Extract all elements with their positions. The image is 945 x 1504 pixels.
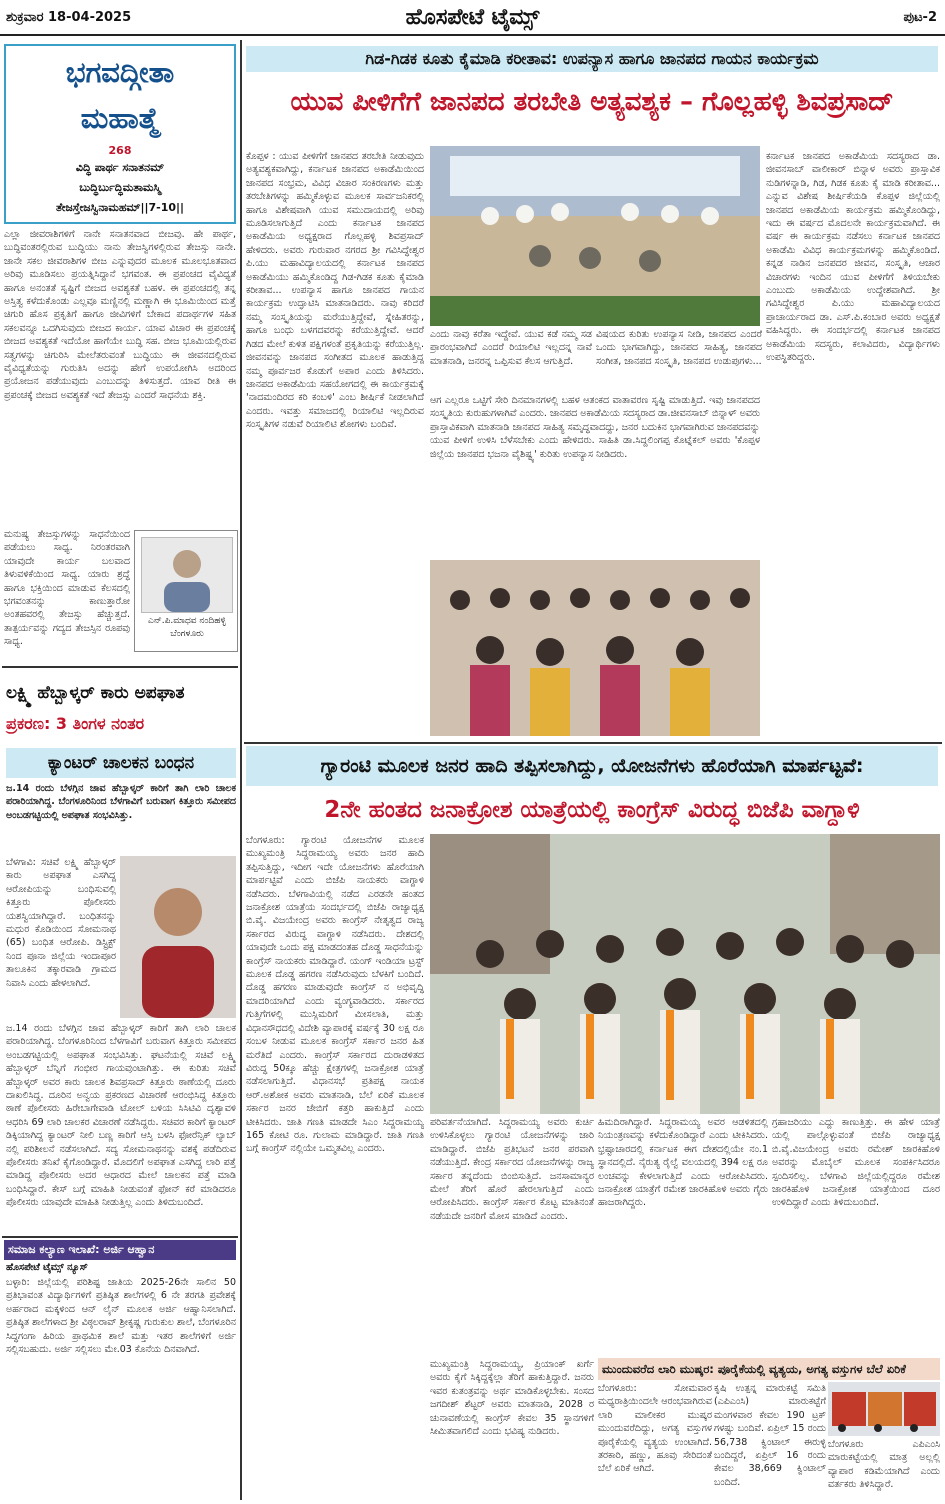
samaja-headline: ಸಮಾಜ ಕಲ್ಯಾಣ ಇಲಾಖೆ: ಅರ್ಜಿ ಆಹ್ವಾನ	[4, 1240, 236, 1260]
author-photo	[141, 537, 233, 613]
truck-icon	[828, 1382, 940, 1436]
strike-body-col1: ಬೆಂಗಳೂರು: ಸೋಮವಾರ ಮಧ್ಯರಾತ್ರಿಯಿಂದಲೇ ಆರಂಭವಾಗಿರುವ ಲಾರಿ ಮಾಲೀಕರ ಮುಷ್ಕರ ಮುಂದುವರೆದಿದ್ದು, ಅಗತ್ಯ ವಸ್ತುಗಳ ಪೂರೈಕೆಯಲ್ಲಿ ವ್ಯತ್ಯಯ ಉಂಟಾಗಿದೆ. ತರಕಾರಿ, ಹಣ್ಣು, ಹೂವು ಸೇರಿದಂತೆ ಬೆಲೆ ಏರಿಕೆ ಆಗಿದೆ.	[598, 1383, 712, 1475]
gita-box	[4, 44, 236, 224]
yatra-body-col1: ಬೆಂಗಳೂರು: ಗ್ಯಾರಂಟಿ ಯೋಜನೆಗಳ ಮೂಲಕ ಮುಖ್ಯಮಂತ್ರಿ ಸಿದ್ದರಾಮಯ್ಯ ಅವರು ಜನರ ಹಾದಿ ತಪ್ಪಿಸುತ್ತಿದ್ದು, ಇದೀಗ ಇದೇ ಯೋಜನೆಗಳು ಹೊರೆಯಾಗಿ ಮಾರ್ಪಟ್ಟಿವೆ ಎಂದು ಬಿಜೆಪಿ ನಾಯಕರು ವಾಗ್ದಾಳಿ ನಡೆಸಿದರು. ಬೆಳಗಾವಿಯಲ್ಲಿ ನಡೆದ ಎರಡನೇ ಹಂತದ ಜನಾಕ್ರೋಶ ಯಾತ್ರೆಯ ಸಂದರ್ಭದಲ್ಲಿ ಬಿಜೆಪಿ ರಾಜ್ಯಾಧ್ಯಕ್ಷ ಬಿ.ವೈ. ವಿಜಯೇಂದ್ರ ಅವರು ಕಾಂಗ್ರೆಸ್ ನೇತೃತ್ವದ ರಾಜ್ಯ ಸರ್ಕಾರದ ವಿರುದ್ಧ ವಾಗ್ದಾಳಿ ನಡೆಸಿದರು. ದೇಶದಲ್ಲಿ ಯಾವುದೇ ಒಂದು ಪಕ್ಷ ಮಾಡದಂತಹ ದೊಡ್ಡ ಸಾಧನೆಯನ್ನು ಕಾಂಗ್ರೆಸ್ ನಾಯಕರು ಮಾಡಿದ್ದಾರೆ. ಯಂಗ್ ಇಂಡಿಯಾ ಟ್ರಸ್ಟ್ ಮೂಲಕ ದೊಡ್ಡ ಹಗರಣ ನಡೆಸಿರುವುದು ಬೆಳಕಿಗೆ ಬಂದಿದೆ. ದೊಡ್ಡ ಹಗರಣ ಮಾಡುವುದೇ ಕಾಂಗ್ರೆಸ್ ನ ಅಭಿವೃದ್ಧಿ ಮಾದರಿಯಾಗಿದೆ ಎಂದು ವ್ಯಂಗ್ಯವಾಡಿದರು. ಸರ್ಕಾರದ ಗುತ್ತಿಗೆಗಳಲ್ಲಿ ಮುಸ್ಲಿಮರಿಗೆ ಮೀಸಲಾತಿ, ಮತ್ತು ವಿಧಾನಸೌಧದಲ್ಲಿ ವಿದೇಶಿ ವ್ಯಾಪಾರಕ್ಕೆ ವರ್ಷಕ್ಕೆ 30 ಲಕ್ಷ ರೂ ಸಂಬಳ ನೀಡುವ ಮೂಲಕ ಕಾಂಗ್ರೆಸ್ ಸರ್ಕಾರ ಜನರ ಹಿತ ಮರೆತಿದೆ ಎಂದರು. ಕಾಂಗ್ರೆಸ್ ಸರ್ಕಾರದ ದುರಾಡಳಿತದ ವಿರುದ್ಧ 50ಕ್ಕೂ ಹೆಚ್ಚು ಕ್ಷೇತ್ರಗಳಲ್ಲಿ ಜನಾಕ್ರೋಶ ಯಾತ್ರೆ ನಡೆಸಲಾಗುತ್ತಿದೆ. ವಿಧಾನಸಭೆ ಪ್ರತಿಪಕ್ಷ ನಾಯಕ ಆರ್.ಅಶೋಕ ಅವರು ಮಾತನಾಡಿ, ಬೆಲೆ ಏರಿಕೆ ಮೂಲಕ ಸರ್ಕಾರ ಜನರ ಜೇಬಿಗೆ ಕತ್ತರಿ ಹಾಕುತ್ತಿದೆ ಎಂದು ಟೀಕಿಸಿದರು. ಜಾತಿ ಗಣತಿ ಮಾಡದೇ ಸಿಎಂ ಸಿದ್ದರಾಮಯ್ಯ 165 ಕೋಟಿ ರೂ. ಗುಲಾಮ ಮಾಡಿದ್ದಾರೆ. ಜಾತಿ ಗಣತಿ ಬಗ್ಗೆ ಕಾಂಗ್ರೆಸ್ ನಲ್ಲಿಯೇ ಒಮ್ಮತವಿಲ್ಲ ಎಂದರು.	[246, 835, 424, 1155]
newspaper-title: ಹೊಸಪೇಟೆ ಟೈಮ್ಸ್	[405, 4, 540, 30]
yatra-photo	[430, 834, 940, 1114]
section-divider	[2, 1236, 238, 1238]
lakshmi-headline-2: ಪ್ರಕರಣ: 3 ತಿಂಗಳ ನಂತರ	[6, 714, 145, 733]
author-name: ಎನ್.ಪಿ.ಮಾಧವ ನಂದಿಹಳ್ಳಿ ಬೆಂಗಳೂರು	[148, 616, 226, 639]
folk-kicker: ಗಿಡ-ಗಿಡಕ ಕೂತು ಕೈಮಾಡಿ ಕರೀತಾವ: ಉಪನ್ಯಾಸ ಹಾಗೂ ಜಾನಪದ ಗಾಯನ ಕಾರ್ಯಕ್ರಮ	[246, 46, 938, 72]
yatra-body-col4: ಗ್ರಹಾಜರಿಯು ಎದ್ದು ಕಾಣುತ್ತಿತ್ತು. ಈ ಹೇಳ ಯಾತ್ರೆ ಯಲ್ಲಿ ಪಾಲ್ಗೊಳ್ಳುವಂತೆ ಬಿಜೆಪಿ ರಾಜ್ಯಾಧ್ಯಕ್ಷ ಬಿ.ವೈ.ವಿಜಯೇಂದ್ರ ಅವರು ರಮೇಶ್ ಜಾರಕಿಹೊಳಿ ಅವರನ್ನು ಮೊಬೈಲ್ ಮೂಲಕ ಸಂಪರ್ಕಿಸಿದರೂ ಸ್ಪಂದಿಸಲಿಲ್ಲ. ಬೆಳಗಾವಿ ಜಿಲ್ಲೆಯಲ್ಲಿದ್ದರೂ ರಮೇಶ ಜಾರಕಿಹೊಳಿ ಜನಾಕ್ರೋಶ ಯಾತ್ರೆಯಿಂದ ದೂರ ಉಳಿದಿದ್ದಾರೆ ಎಂದು ತಿಳಿದುಬಂದಿದೆ.	[772, 1117, 940, 1209]
yatra-body-col5: ಮುಖ್ಯಮಂತ್ರಿ ಸಿದ್ದರಾಮಯ್ಯ, ಪ್ರಿಯಾಂಕ್ ಖರ್ಗೆ ಅವರು ಕೈಗೆ ಸಿಕ್ಕಿದ್ದಕ್ಕೆಲ್ಲಾ ತೆರಿಗೆ ಹಾಕುತ್ತಿದ್ದಾರೆ. ಜನರು ಇವರ ಕುತಂತ್ರವನ್ನು ಅರ್ಥ ಮಾಡಿಕೊಳ್ಳಬೇಕು. ಸಂಸದ ಜಗದೀಶ್ ಶೆಟ್ಟರ್ ಅವರು ಮಾತನಾಡಿ, 2028 ರ ಚುನಾವಣೆಯಲ್ಲಿ ಕಾಂಗ್ರೆಸ್ ಕೇವಲ 35 ಸ್ಥಾನಗಳಿಗೆ ಸೀಮಿತವಾಗಲಿದೆ ಎಂದು ಭವಿಷ್ಯ ನುಡಿದರು.	[430, 1359, 594, 1438]
stage-photo-graphic	[430, 146, 760, 326]
folk-caption-1: ಎಂದು ನಾವು ಕರೆತಾ ಇದ್ದೇವೆ. ಯುವ ಕಡೆ ನಮ್ಮ ಸಡ ಪ್ರಾರಂಭವಾಗಿದೆ ಎಂದರೆ ರಿಯಾಲಿಟಿ ಇಲ್ಲದನ್ನ ನಾವೆ ಮಾತನಾಡಿ, ಜನರನ್ನ ಒಪ್ಪಿಸುವ ಕೆಲಸ ಆಗುತ್ತಿದೆ.	[430, 329, 592, 367]
column-divider	[240, 40, 242, 1500]
gita-verse-line2: ಬುದ್ಧಿರ್ಬುದ್ಧಿಮತಾಮಸ್ಮಿ	[79, 181, 161, 194]
lakshmi-photo	[120, 856, 236, 1018]
lakshmi-headline-1: ಲಕ್ಷ್ಮಿ ಹೆಬ್ಬಾಳ್ಕರ್ ಕಾರು ಅಪಘಾತ	[6, 683, 185, 703]
audience-photo-graphic	[430, 560, 760, 736]
folk-stage-photo	[430, 146, 760, 326]
strike-body-col3: ಬೆಂಗಳೂರು ಎಪಿಎಂಸಿ ಮಾರುಕಟ್ಟೆಯಲ್ಲಿ ಮಾತ್ರ ಅಲ್ಲಲ್ಲಿ ವ್ಯಾಪಾರ ಕಡಿಮೆಯಾಗಿದೆ ಎಂದು ವರ್ತಕರು ತಿಳಿಸಿದ್ದಾರೆ.	[828, 1439, 940, 1491]
samaja-byline: ಹೊಸಪೇಟೆ ಟೈಮ್ಸ್ ನ್ಯೂಸ್	[6, 1262, 88, 1273]
yatra-kicker: ಗ್ಯಾರಂಟಿ ಮೂಲಕ ಜನರ ಹಾದಿ ತಪ್ಪಿಸಲಾಗಿದ್ದು, ಯೋಜನೆಗಳು ಹೊರೆಯಾಗಿ ಮಾರ್ಪಟ್ಟವೆ:	[246, 746, 938, 786]
lakshmi-body-1: ಬೆಳಗಾವಿ: ಸಚಿವೆ ಲಕ್ಷ್ಮಿ ಹೆಬ್ಬಾಳ್ಕರ್ ಕಾರು ಅಪಘಾತ ಎಸಗಿದ್ದ ಆರೋಪಿಯನ್ನು ಬಂಧಿಸುವಲ್ಲಿ ಕಿತ್ತೂರು ಪೊಲೀಸರು ಯಶಸ್ವಿಯಾಗಿದ್ದಾರೆ. ಬಂಧಿತನನ್ನು ಮಧುರ ಕೊಡಿಯಿಂದ ಸೋಮನಾಥ (65) ಬಂಧಿತ ಆರೋಪಿ. ಡಿಸ್ಟ್ರಿಕ್ಟ್ ನಿಂದ ಪೂನಾ ಜಿಲ್ಲೆಯ ಇಂದಾಪೂರ ತಾಲೂಕಿನ ತಕ್ಕಾರವಾಡಿ ಗ್ರಾಮದ ನಿವಾಸಿ ಎಂದು ಹೇಳಲಾಗಿದೆ.	[6, 857, 116, 989]
page-number: ಪುಟ-2	[903, 10, 937, 25]
yatra-headline: 2ನೇ ಹಂತದ ಜನಾಕ್ರೋಶ ಯಾತ್ರೆಯಲ್ಲಿ ಕಾಂಗ್ರೆಸ್ ವಿರುದ್ಧ ಬಿಜೆಪಿ ವಾಗ್ದಾಳಿ	[324, 797, 860, 823]
yatra-body-col2: ಪರಿವರ್ತನೆಯಾಗಿದೆ. ಸಿದ್ದರಾಮಯ್ಯ ಅವರು ಕುರ್ಚಿ ಉಳಿಸಿಕೊಳ್ಳಲು ಗ್ಯಾರಂಟಿ ಯೋಜನೆಗಳನ್ನು ಜಾರಿ ಮಾಡಿದ್ದಾರೆ. ಬಿಜೆಪಿ ಪ್ರತಿಭಟನೆ ಜನರ ಪರವಾಗಿ ನಡೆಯುತ್ತಿದೆ. ಕೇಂದ್ರ ಸರ್ಕಾರದ ಯೋಜನೆಗಳನ್ನು ರಾಜ್ಯ ಸರ್ಕಾರ ತನ್ನದೆಂದು ಬಿಂಬಿಸುತ್ತಿದೆ. ಜನಸಾಮಾನ್ಯರ ಮೇಲೆ ತೆರಿಗೆ ಹೊರೆ ಹೇರಲಾಗುತ್ತಿದೆ ಎಂದು ಆರೋಪಿಸಿದರು. ಕಾಂಗ್ರೆಸ್ ಸರ್ಕಾರ ಕೊಟ್ಟ ಮಾತಿನಂತೆ ನಡೆಯದೇ ಜನರಿಗೆ ಮೋಸ ಮಾಡಿದೆ ಎಂದರು.	[430, 1117, 594, 1222]
issue-date: ಶುಕ್ರವಾರ 18-04-2025	[6, 10, 132, 25]
gita-side-text: ಮನುಷ್ಯ ತೇಜಸ್ಸುಗಳನ್ನು ಸಾಧನೆಯಿಂದ ಪಡೆಯಲು ಸಾಧ್ಯ. ನಿರಂತರವಾಗಿ ಯಾವುದೇ ಕಾರ್ಯ ಬಲವಾದ ತಿಳುವಳಿಕೆಯಿಂದ ಸಾಧ್ಯ. ಯಾರು ಶ್ರದ್ಧೆ ಹಾಗೂ ಭಕ್ತಿಯಿಂದ ಮಾಡುವ ಕೆಲಸದಲ್ಲಿ ಭಗವಂತನನ್ನು ಕಾಣುತ್ತಾರೋ ಅಂತಹವರಲ್ಲಿ ತೇಜಸ್ಸು ಹೆಚ್ಚುತ್ತದೆ. ತಾತ್ಪರ್ಯವನ್ನು ಗದ್ಯದ ತೇಜಸ್ಸಿನ ರೂಪವು ಸಾಧ್ಯ.	[4, 529, 130, 648]
folk-body-col1: ಕೊಪ್ಪಳ : ಯುವ ಪೀಳಿಗೆಗೆ ಜಾನಪದ ತರಬೇತಿ ನೀಡುವುದು ಅತ್ಯವಶ್ಯಕವಾಗಿದ್ದು, ಕರ್ನಾಟಕ ಜಾನಪದ ಅಕಾಡೆಮಿಯಿಂದ ಜಾನಪದ ಸಂಭ್ರಮ, ವಿವಿಧ ವಿಚಾರ ಸಂಕಿರಣಗಳು ಮತ್ತು ತರಬೇತಿಗಳನ್ನು ಹಮ್ಮಿಕೊಳ್ಳುವ ಮೂಲಕ ಸಾರ್ವಜನಿಕರಲ್ಲಿ ಹಾಗೂ ವಿಶೇಷವಾಗಿ ಯುವ ಸಮುದಾಯದಲ್ಲಿ ಅರಿವು ಮೂಡಿಸಲಾಗುತ್ತಿದೆ ಎಂದು ಕರ್ನಾಟಕ ಜಾನಪದ ಅಕಾಡೆಮಿಯ ಅಧ್ಯಕ್ಷರಾದ ಗೊಲ್ಲಹಳ್ಳಿ ಶಿವಪ್ರಸಾದ್ ಹೇಳಿದರು. ಅವರು ಗುರುವಾರ ನಗರದ ಶ್ರೀ ಗವಿಸಿದ್ಧೇಶ್ವರ ಪಿ.ಯು ಮಹಾವಿದ್ಯಾಲಯದಲ್ಲಿ ಕರ್ನಾಟಕ ಜಾನಪದ ಅಕಾಡೆಮಿಯು ಹಮ್ಮಿಕೊಂಡಿದ್ದ ಗಿಡ-ಗಿಡಕ ಕೂತು ಕೈಮಾಡಿ ಕರೀತಾವ... ಉಪನ್ಯಾಸ ಹಾಗೂ ಜಾನಪದ ಗಾಯನ ಕಾರ್ಯಕ್ರಮ ಉದ್ಘಾಟಿಸಿ ಮಾತನಾಡಿದರು. ನಾವು ಕರಿದರೆ ನಮ್ಮ ಸಂಸ್ಕೃತಿಯನ್ನು ಮರೆಯುತ್ತಿದ್ದೇವೆ, ಸ್ನೇಹಿತರನ್ನು, ಹಾಗೂ ಬಂಧು ಬಳಗದವರನ್ನು ಕರೆಯುತ್ತಿದ್ದೇವೆ. ಆದರೆ ಗಿಡದ ಮೇಲೆ ಕುಳಿತ ಪಕ್ಷಿಗಳಂತೆ ಪ್ರಕೃತಿಯನ್ನು ಕರೆಯುತ್ತಿಲ್ಲ. ಜೀವನವನ್ನು ಜಾನಪದ ಸಂಗೀತದ ಮೂಲಕ ಹಾಡುತ್ತಿದ್ದ ನಮ್ಮ ಪೂರ್ವಜರ ಕೊಡುಗೆ ಅಪಾರ ಎಂದು ತಿಳಿಸಿದರು. ಜಾನಪದ ಅಕಾಡೆಮಿಯ ಸಹಯೋಗದಲ್ಲಿ ಈ ಕಾರ್ಯಕ್ರಮಕ್ಕೆ 'ನಾದಮಂದಿರದ ಕರಿ ಕಂಬಳಿ' ಎಂಬ ಶೀರ್ಷಿಕೆ ನೀಡಲಾಗಿದೆ ಎಂದರು. ಇವತ್ತು ಸಮಾಜದಲ್ಲಿ ರಿಯಾಲಿಟಿ ಇಲ್ಲದಿರುವ ಸಂಸ್ಕೃತಿಗಳ ನಡುವೆ ರಿಯಾಲಿಟಿ ಶೋಗಳು ಬಂದಿವೆ.	[246, 151, 424, 431]
section-divider	[2, 666, 238, 668]
folk-body-col3: ಕರ್ನಾಟಕ ಜಾನಪದ ಅಕಾಡೆಮಿಯ ಸದಸ್ಯರಾದ ಡಾ. ಜೀವನಸಾಬ್ ವಾಲೀಕಾರ್ ಬಿನ್ನಾಳ ಅವರು ಪ್ರಾಸ್ತಾವಿಕ ನುಡಿಗಳನ್ನಾಡಿ, ಗಿಡ, ಗಿಡಕ ಕೂತು ಕೈ ಮಾಡಿ ಕರೀತಾವ... ಎನ್ನುವ ವಿಶೇಷ ಶೀರ್ಷಿಕೆಯಡಿ ಕೊಪ್ಪಳ ಜಿಲ್ಲೆಯಲ್ಲಿ ಜಾನಪದ ಅಕಾಡೆಮಿಯ ಕಾರ್ಯಕ್ರಮ ಹಮ್ಮಿಕೊಂಡಿದ್ದು, ಇದು ಈ ವರ್ಷದ ಮೊದಲನೇ ಕಾರ್ಯಕ್ರಮವಾಗಿದೆ. ಈ ವರ್ಷ ಈ ಕಾರ್ಯಕ್ರಮ ನಡೆಸಲು ಕರ್ನಾಟಕ ಜಾನಪದ ಅಕಾಡೆಮಿ ವಿವಿಧ ಕಾರ್ಯಕ್ರಮಗಳನ್ನು ಹಮ್ಮಿಕೊಂಡಿದೆ. ಕನ್ನಡ ನಾಡಿನ ಜನಪದರ ಜೀವನ, ಸಂಸ್ಕೃತಿ, ಆಚಾರ ವಿಚಾರಗಳು ಇಂದಿನ ಯುವ ಪೀಳಿಗೆಗೆ ತಿಳಿಯಬೇಕು ಎಂಬುದು ಅಕಾಡೆಮಿಯ ಉದ್ದೇಶವಾಗಿದೆ. ಶ್ರೀ ಗವಿಸಿದ್ಧೇಶ್ವರ ಪಿ.ಯು ಮಹಾವಿದ್ಯಾಲಯದ ಪ್ರಾಚಾರ್ಯರಾದ ಡಾ. ಎಸ್.ಪಿ.ಕಂಬಾರ ಅವರು ಅಧ್ಯಕ್ಷತೆ ವಹಿಸಿದ್ದರು. ಈ ಸಂದರ್ಭದಲ್ಲಿ ಕರ್ನಾಟಕ ಜಾನಪದ ಅಕಾಡೆಮಿಯ ಸದಸ್ಯರು, ಕಲಾವಿದರು, ವಿದ್ಯಾರ್ಥಿಗಳು ಉಪಸ್ಥಿತರಿದ್ದರು.	[766, 151, 940, 364]
person-icon	[142, 538, 232, 612]
yatra-body-col3: ಹಿಮದಿರಾಗಿದ್ದಾರೆ. ಸಿದ್ದರಾಮಯ್ಯ ಅವರ ಆಡಳಿತದಲ್ಲಿ ನಿಯಂತ್ರಣವನ್ನು ಕಳೆದುಕೊಂಡಿದ್ದಾರೆ ಎಂದು ಟೀಕಿಸಿದರು. ಭ್ರಷ್ಟಾಚಾರದಲ್ಲಿ ಕರ್ನಾಟಕ ಈಗ ದೇಶದಲ್ಲಿಯೇ ನಂ.1 ಸ್ಥಾನದಲ್ಲಿದೆ. ನೈರುತ್ಯ ರೈಲ್ವೆ ವಲಯದಲ್ಲಿ 394 ಲಕ್ಷ ರೂ ಲಂಚವನ್ನು ಕೇಳಲಾಗುತ್ತಿದೆ ಎಂದು ಆರೋಪಿಸಿದರು. ಜನಾಕ್ರೋಶ ಯಾತ್ರೆಗೆ ರಮೇಶ ಜಾರಕಿಹೊಳಿ ಅವರು ಗೈರು ಹಾಜರಾಗಿದ್ದರು.	[598, 1117, 768, 1209]
strike-headline: ಮುಂದುವರೆದ ಲಾರಿ ಮುಷ್ಕರ: ಪೂರೈಕೆಯಲ್ಲಿ ವ್ಯತ್ಯಯ, ಅಗತ್ಯ ವಸ್ತುಗಳ ಬೆಲೆ ಏರಿಕೆ	[598, 1358, 940, 1380]
lakshmi-body-2: ಜ.14 ರಂದು ಬೆಳಗ್ಗಿನ ಜಾವ ಹೆಬ್ಬಾಳ್ಕರ್ ಕಾರಿಗೆ ತಾಗಿ ಲಾರಿ ಚಾಲಕ ಪರಾರಿಯಾಗಿದ್ದ. ಬೆಂಗಳೂರಿನಿಂದ ಬೆಳಗಾವಿಗೆ ಬರುವಾಗ ಕಿತ್ತೂರು ಸಮೀಪದ ಅಂಬಡಗಟ್ಟಿಯಲ್ಲಿ ಅಪಘಾತ ಸಂಭವಿಸಿತ್ತು. ಘಟನೆಯಲ್ಲಿ ಸಚಿವೆ ಲಕ್ಷ್ಮಿ ಹೆಬ್ಬಾಳ್ಕರ್ ಬೆನ್ನಿಗೆ ಗಂಭೀರ ಗಾಯವುಂಟಾಗಿತ್ತು. ಈ ಕುರಿತು ಸಚಿವೆ ಹೆಬ್ಬಾಳ್ಕರ್ ಅವರ ಕಾರು ಚಾಲಕ ಶಿವಪ್ರಸಾದ್ ಕಿತ್ತೂರು ಠಾಣೆಯಲ್ಲಿ ದೂರು ದಾಖಲಿಸಿದ್ದ. ದೂರಿನ ಅನ್ವಯ ಪ್ರಕರಣದ ವಿಚಾರಣೆ ಆರಂಭಿಸಿದ್ದ ಕಿತ್ತೂರು ಠಾಣೆ ಪೊಲೀಸರು ಹಿರೇಬಾಗೇವಾಡಿ ಟೋಲ್ ಬಳಿಯ ಸಿಸಿಟಿವಿ ದೃಶ್ಯಾವಳಿ ಆಧರಿಸಿ 69 ಲಾರಿ ಚಾಲಕರ ವಿಚಾರಣೆ ನಡೆಸಿದ್ದರು. ಸಚಿವರ ಕಾರಿಗೆ ಕ್ಯಾಂಟರ್ ಡಿಕ್ಕಿಯಾಗಿದ್ದ ಕ್ಯಾಂಟರ್ ನೀಲಿ ಬಣ್ಣ ಕಾರಿಗೆ ಆಸ್ತಿ ಬಳಸಿ ಫೋರೆನ್ಸಿಕ್ ಲ್ಯಾಬ್ ನಲ್ಲಿ ಪರಿಶೀಲನೆ ನಡೆಸಲಾಗಿದೆ. ಸದ್ಯ ಸೋಮನಾಥನನ್ನು ವಶಕ್ಕೆ ಪಡೆದಿರುವ ಪೊಲೀಸರು ತನಿಖೆ ಕೈಗೊಂಡಿದ್ದಾರೆ. ಮೊದಲಿಗೆ ಅಪಘಾತ ಎಸಗಿದ್ದ ಲಾರಿ ಪತ್ತೆ ಮಾಡಿದ್ದ ಪೊಲೀಸರು ಅದರ ಆಧಾರದ ಮೇಲೆ ಚಾಲಕನ ಪತ್ತೆ ಮಾಡಿ ಬಂಧಿಸಿದ್ದಾರೆ. ಕೇಸ್ ಬಗ್ಗೆ ಮಾಹಿತಿ ನೀಡುವಂತೆ ಫೋನ್ ಕರೆ ಮಾಡಿದರೂ ಪೊಲೀಸರು ಯಾವುದೇ ಮಾಹಿತಿ ನೀಡುತ್ತಿಲ್ಲ ಎಂದು ತಿಳಿದುಬಂದಿದೆ.	[6, 1023, 236, 1209]
author-box	[134, 530, 238, 652]
lakshmi-headline-3: ಕ್ಯಾಂಟರ್ ಚಾಲಕನ ಬಂಧನ	[6, 748, 236, 778]
gita-title-line2: ಮಹಾತ್ಮೆ	[80, 101, 160, 135]
samaja-body: ಬಳ್ಳಾರಿ: ಜಿಲ್ಲೆಯಲ್ಲಿ ಪರಿಶಿಷ್ಟ ಜಾತಿಯ 2025-26ನೇ ಸಾಲಿನ 50 ಪ್ರತಿಭಾವಂತ ವಿದ್ಯಾರ್ಥಿಗಳಿಗೆ ಪ್ರತಿಷ್ಠಿತ ಶಾಲೆಗಳಲ್ಲಿ 6 ನೇ ತರಗತಿ ಪ್ರವೇಶಕ್ಕೆ ಅರ್ಹರಾದ ಮಕ್ಕಳಿಂದ ಆನ್ ಲೈನ್ ಮೂಲಕ ಅರ್ಜಿ ಆಹ್ವಾನಿಸಲಾಗಿದೆ. ಪ್ರತಿಷ್ಠಿತ ಶಾಲೆಗಳಾದ ಶ್ರೀ ವಿಠ್ಠಲರಾವ್ ಶ್ರೀಕೃಷ್ಣ ಗುರುಕುಲ ಶಾಲೆ, ಬೆಂಗಳೂರಿನ ಸಿದ್ಧಗಂಗಾ ಹಿರಿಯ ಪ್ರಾಥಮಿಕ ಶಾಲೆ ಮತ್ತು ಇತರ ಶಾಲೆಗಳಿಗೆ ಅರ್ಜಿ ಸಲ್ಲಿಸಬಹುದು. ಅರ್ಜಿ ಸಲ್ಲಿಸಲು ಮೇ.03 ಕೊನೆಯ ದಿನವಾಗಿದೆ.	[6, 1277, 236, 1356]
strike-body-col2: ಕೃಷಿ ಉತ್ಪನ್ನ ಮಾರುಕಟ್ಟೆ ಸಮಿತಿ (ಎಪಿಎಂಸಿ) ಮಾರುಕಟ್ಟೆಗೆ ಮಂಗಳವಾರ ಕೇವಲ 190 ಟ್ರಕ್ ಗಳಷ್ಟು ಬಂದಿವೆ. ಏಪ್ರಿಲ್ 15 ರಂದು 56,738 ಕ್ವಿಂಟಾಲ್ ಈರುಳ್ಳಿ ಬಂದಿದ್ದರೆ, ಏಪ್ರಿಲ್ 16 ರಂದು ಕೇವಲ 38,669 ಕ್ವಿಂಟಾಲ್ ಬಂದಿದೆ.	[714, 1383, 826, 1488]
section-divider	[244, 742, 942, 744]
rally-photo-graphic	[430, 834, 940, 1114]
folk-body-col2: ಆಗ ಎಲ್ಲರೂ ಒಟ್ಟಿಗೆ ಸೇರಿ ದಿನಮಾನಗಳಲ್ಲಿ ಬಹಳ ಆತಂಕದ ವಾತಾವರಣ ಸೃಷ್ಟಿ ಮಾಡುತ್ತಿದೆ. ಇವು ಜಾನಪದದ ಸಂಸ್ಕೃತಿಯ ಕುರುಹುಗಳಾಗಿವೆ ಎಂದರು. ಜಾನಪದ ಅಕಾಡೆಮಿಯ ಸದಸ್ಯರಾದ ಡಾ.ಜೀವನಸಾಬ್ ಬಿನ್ನಾಳ್ ಅವರು ಪ್ರಾಸ್ತಾವಿಕವಾಗಿ ಮಾತನಾಡಿ ಜಾನಪದ ಸಾಹಿತ್ಯ ಸಮೃದ್ಧವಾದದ್ದು, ಜನರ ಬದುಕಿನ ಭಾಗವಾಗಿರುವ ಜಾನಪದವನ್ನು ಯುವ ಪೀಳಿಗೆ ಉಳಿಸಿ ಬೆಳೆಸಬೇಕು ಎಂದು ಹೇಳಿದರು. ಸಾಹಿತಿ ಡಾ.ಸಿದ್ದಲಿಂಗಪ್ಪ ಕೊಟ್ನೆಕಲ್ ಅವರು 'ಕೊಪ್ಪಳ ಜಿಲ್ಲೆಯ ಜಾನಪದ ಭಜನಾ ವೈಶಿಷ್ಟ್ಯ' ಕುರಿತು ಉಪನ್ಯಾಸ ನೀಡಿದರು.	[430, 395, 760, 460]
masthead	[0, 0, 945, 36]
person-icon	[120, 856, 236, 1018]
gita-verse-line3: ತೇಜಸ್ತೇಜಸ್ವಿನಾಮಹಮ್||7-10||	[55, 201, 185, 214]
gita-verse-line1: ವಿದ್ಧಿ ಪಾರ್ಥ ಸನಾತನಮ್	[75, 161, 165, 174]
folk-audience-photo	[430, 560, 760, 736]
folk-caption-2: ವಿಷಯದ ಕುರಿತು ಉಪನ್ಯಾಸ ನೀಡಿ, ಜಾನಪದ ಎಂದರೆ ಒಂದು ಭಾಗವಾಗಿದ್ದು, ಜಾನಪದ ಸಾಹಿತ್ಯ, ಜಾನಪದ ಸಂಗೀತ, ಜಾನಪದ ಸಂಸ್ಕೃತಿ, ಜಾನಪದ ಉಡುಪುಗಳು...	[596, 329, 762, 367]
gita-title-line1: ಭಗವದ್ಗೀತಾ	[65, 55, 175, 89]
lorry-photo	[828, 1382, 940, 1436]
lakshmi-lead: ಜ.14 ರಂದು ಬೆಳಗ್ಗಿನ ಜಾವ ಹೆಬ್ಬಾಳ್ಕರ್ ಕಾರಿಗೆ ತಾಗಿ ಲಾರಿ ಚಾಲಕ ಪರಾರಿಯಾಗಿದ್ದ. ಬೆಂಗಳೂರಿನಿಂದ ಬೆಳಗಾವಿಗೆ ಬರುವಾಗ ಕಿತ್ತೂರು ಸಮೀಪದ ಅಂಬಡಗಟ್ಟಿಯಲ್ಲಿ ಅಪಘಾತ ಸಂಭವಿಸಿತ್ತು.	[6, 783, 236, 821]
gita-body: ಎಲ್ಲಾ ಜೀವರಾಶಿಗಳಿಗೆ ನಾನೇ ಸನಾತನವಾದ ಬೀಜವು. ಹೇ ಪಾರ್ಥ, ಬುದ್ಧಿವಂತರಲ್ಲಿರುವ ಬುದ್ಧಿಯು ನಾನು ತೇಜಸ್ವಿಗಳಲ್ಲಿರುವ ತೇಜಸ್ಸು ನಾನೇ. ಜಾನೇ ಸಕಲ ಜೀವರಾಶಿಗಳ ಬೀಜ ಎನ್ನುವುದರ ಮೂಲಕ ಮೂಲಭೂತವಾದ ಅರಿವು ಮೂಡಿಸಲು ಪ್ರಯತ್ನಿಸಿದ್ದಾನೆ ಭಗವಂತ. ಈ ಪ್ರಪಂಚದ ವೈವಿಧ್ಯತೆ ಹಾಗೂ ಅನಂತತೆ ಸೃಷ್ಟಿಗೆ ಬೀಜದ ಅವಶ್ಯಕತೆ ಬಹಳ. ಈ ಪ್ರಪಂಚದಲ್ಲಿ ತನ್ನ ಅಸ್ತಿತ್ವ ಕಳೆದುಕೊಂಡು ಎಲ್ಲವೂ ಮಣ್ಣಿನಲ್ಲಿ ಮಣ್ಣಾಗಿ ಈ ಭೂಮಿಯಿಂದ ಮತ್ತೆ ಚಿಗುರಿ ಹೊಸ ಪ್ರಕೃತಿಗೆ ಹಾಗೂ ಜೀವಿಗಳಿಗೆ ಬೇಕಾದ ಪದಾರ್ಥಗಳ ಸಹಿತ ಸಕಲವನ್ನೂ ಒದಗಿಸುವುದು ಬೀಜದ ಕಾರ್ಯ. ಯಾವ ವಿಚಾರ ಈ ಪ್ರಪಂಚಕ್ಕೆ ಬೀಜದ ಅವಶ್ಯಕತೆ ಇದೆಯೋ ಹಾಗೆಯೇ ಬುದ್ಧಿ ಸಹ. ಬೀಜ ಭೂಮಿಯಲ್ಲಿರುವ ಸತ್ವಗಳನ್ನು ಚಿಗುರಿಸಿ ಮೇಲೆತರುವಂತೆ ಬುದ್ಧಿಯು ಈ ಜೀವನದಲ್ಲಿರುವ ವೈವಿಧ್ಯತೆಯನ್ನು ಗುರುತಿಸಿ ಅದನ್ನು ಹೇಗೆ ಉಪಯೋಗಿಸಿ ಅದರಿಂದ ಪ್ರಯೋಜನ ಪಡೆಯುವುದು ಎಂಬುದನ್ನು ತಿಳಿಸುತ್ತದೆ. ಯಾವ ರೀತಿ ಈ ಪ್ರಪಂಚಕ್ಕೆ ಬೀಜದ ಅವಶ್ಯಕತೆ ಇದೆ ತೇಜಸ್ಸು ಎಂದರೆ ಸಾಧನೆಯ ಶಕ್ತಿ.	[4, 229, 236, 401]
folk-headline: ಯುವ ಪೀಳಿಗೆಗೆ ಜಾನಪದ ತರಬೇತಿ ಅತ್ಯವಶ್ಯಕ – ಗೊಲ್ಲಹಳ್ಳಿ ಶಿವಪ್ರಸಾದ್	[290, 87, 894, 117]
gita-number: 268	[108, 144, 132, 157]
